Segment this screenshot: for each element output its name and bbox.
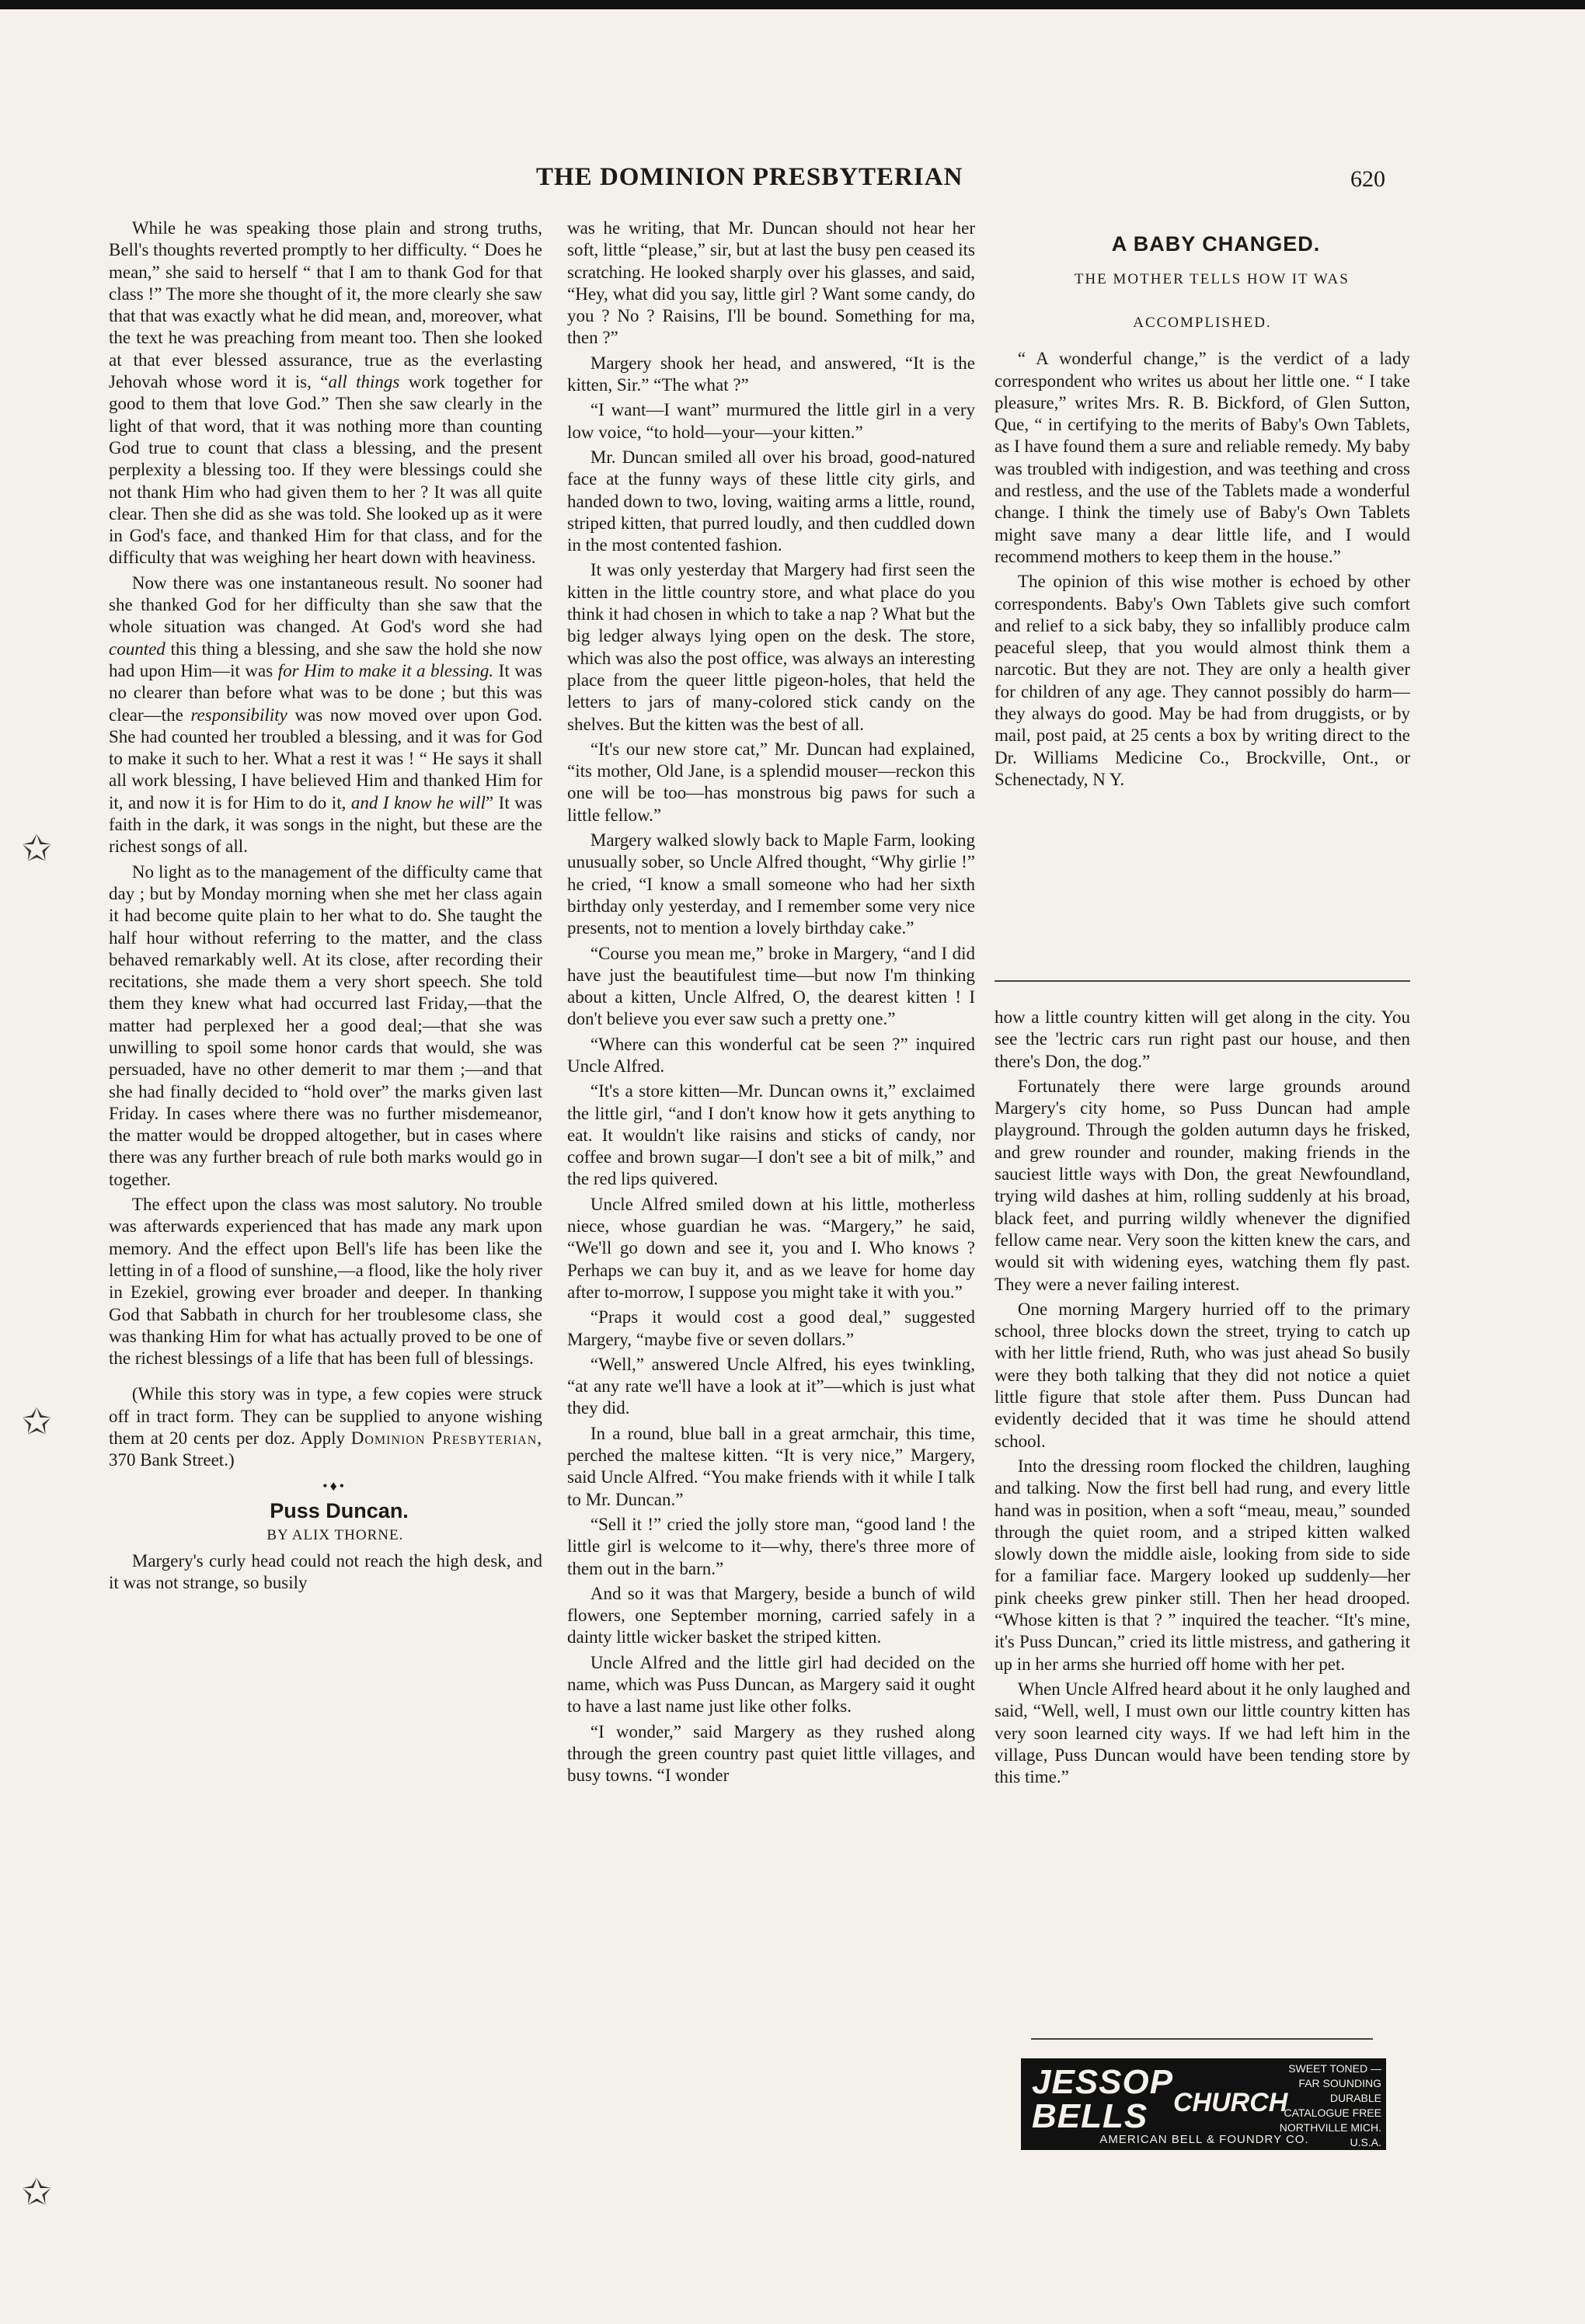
paragraph: Mr. Duncan smiled all over his broad, good-natured face at the funny ways of these little city girls, and handed down to two, loving, waiting arms a little, round, striped kitten, that purred loudly, and then cuddled down in the most contented fashion. (567, 447, 975, 555)
paragraph: “It's a store kitten—Mr. Duncan owns it,” exclaimed the little girl, “and I don't know how it gets anything to eat. It wouldn't like raisins and sticks of candy, nor coffee and brown sugar—I don't see a bit of milk,” and the red lips quivered. (567, 1081, 975, 1189)
paragraph: The effect upon the class was most salutory. No trouble was afterwards experienced that has made any mark upon memory. And the effect upon Bell's life has been like the letting in of a flood of sunshine,—a flood, like the holy river in Ezekiel, growing ever broader and deeper. In thanking God that Sabbath in church for her troublesome class, she was thanking Him for what has actually proved to be one of the richest blessings of a life that has been full of blessings. (109, 1195, 542, 1369)
paragraph: “Course you mean me,” broke in Margery, “and I did have just the beautifulest time—but now I'm thinking about a kitten, Uncle Alfred, O, the dearest kitten ! I don't believe you ever saw such a pretty one.” (567, 943, 975, 1029)
paragraph: The opinion of this wise mother is echoed by other correspondents. Baby's Own Tablets give such comfort and relief to a sick baby, they so infallibly produce calm peaceful sleep, that you would almost think them a narcotic. But they are not. They are only a health giver for children of any age. They cannot possibly do harm—they always do good. May be had from druggists, or by mail, post paid, at 25 cents a box by writing direct to the Dr. Williams Medicine Co., Brockville, Ont., or Schenectady, N Y. (995, 572, 1410, 789)
ad-heading: A BABY CHANGED. (1111, 232, 1321, 256)
page-number: 620 (1350, 166, 1385, 192)
paragraph: When Uncle Alfred heard about it he only laughed and said, “Well, well, I must own our little country kitten has very soon learned city ways. If we had left him in the village, Puss Duncan would have been tending store by this time.” (995, 1679, 1410, 1787)
paragraph: One morning Margery hurried off to the primary school, three blocks down the street, trying to catch up with her little friend, Ruth, who was just ahead So busily were they both talking that they did not notice a quiet little figure that stole after them. Puss Duncan had evidently decided that it was time he should attend school. (995, 1299, 1410, 1451)
ad-brand-line2: BELLS (1032, 2097, 1148, 2135)
column-2 (567, 217, 975, 1786)
paragraph: “Praps it would cost a good deal,” suggested Margery, “maybe five or seven dollars.” (567, 1307, 975, 1349)
paragraph: “I wonder,” said Margery as they rushed along through the green country past quiet little villages, and busy towns. “I wonder (567, 1721, 975, 1786)
paragraph: “It's our new store cat,” Mr. Duncan had explained, “its mother, Old Jane, is a splendid mouser—reckon this one will be too—has monstrous big paws for such a little fellow.” (567, 739, 975, 825)
ad-church-text: CHURCH (1173, 2088, 1288, 2117)
paragraph: was he writing, that Mr. Duncan should not hear her soft, little “please,” sir, but at last the busy pen ceased its scratching. He looked sharply over his glasses, and said, “Hey, what did you say, little girl ? Want some candy, do you ? No ? Raisins, I'll be bound. Something for ma, then ?” (567, 218, 975, 348)
byline: BY ALIX THORNE. (266, 1527, 404, 1544)
paragraph: Uncle Alfred smiled down at his little, motherless niece, whose guardian he was. “Margery,” he said, “We'll go down and see it, you and I. Who knows ? Perhaps we can buy it, and as we leave for home day after to-morrow, I suppose you might take it with you.” (567, 1194, 975, 1302)
paragraph: “Where can this wonderful cat be seen ?” inquired Uncle Alfred. (567, 1034, 975, 1076)
ad-subheading: THE MOTHER TELLS HOW IT WAS ACCOMPLISHED. (1074, 271, 1350, 332)
paragraph: how a little country kitten will get along in the city. You see the 'lectric cars run right past our house, and then there's Don, the dog.” (995, 1007, 1410, 1071)
paragraph: It was only yesterday that Margery had first seen the kitten in the little country store, and what place do you think it had chosen in which to take a nap ? What but the big ledger always lying open on the desk. The store, which was also the post office, was always an interesting place from the queer little pigeon-holes, that held the letters to jars of many-colored stick candy on the shelves. But the kitten was the best of all. (567, 560, 975, 734)
paragraph: Now there was one instantaneous result. No sooner had she thanked God for her difficulty than she saw that the whole situation was changed. At God's word she had counted this thing a blessing, and she saw the hold she now had upon Him—it was for Him to make it a blessing. It was no clearer than before what was to be done ; but this was clear—the responsibility was now moved over upon God. She had counted her troubled a blessing, and it was for God to make it such to her. What a rest it was ! “ He says it shall all work blessing, I have believed Him and thanked Him for it, and now it is for Him to do it, and I know he will” It was faith in the dark, it was songs in the night, but these are the richest songs of all. (109, 572, 543, 857)
binding-mark-icon: ✩ (22, 1402, 52, 1442)
column-divider (995, 980, 1410, 982)
column-3-continuation (995, 1007, 1410, 1788)
paragraph: “I want—I want” murmured the little girl in a very low voice, “to hold—your—your kitten.” (567, 400, 975, 442)
ad-description: SWEET TONED —FAR SOUNDING DURABLE CATALOGUE FREE NORTHVILLE MICH. U.S.A. (1279, 2062, 1381, 2148)
paragraph: No light as to the management of the difficulty came that day ; but by Monday morning when she met her class again it had become quite plain to her what to do. She taught the half hour without referring to the matter, and the class behaved remarkably well. At its close, after recording their recitations, she made them a very short speech. She told them they knew what had occurred last Friday,—that the matter had perplexed her a good deal;—that she was unwilling to spoil some honor cards that would, she was persuaded, have no other demerit to mar them ;—and that she had finally decided to “hold over” the marks given last Friday. In cases where there was no further misdemeanor, the matter would be dropped altogether, but in cases where there was any further breach of rule both marks would go in together. (109, 861, 542, 1189)
paragraph: “ A wonderful change,” is the verdict of a lady correspondent who writes us about her little one. “ I take pleasure,” writes Mrs. R. B. Bickford, of Glen Sutton, Que, “ in certifying to the merits of Baby's Own Tablets, as I have found them a sure and reliable remedy. My baby was troubled with indigestion, and was teething and cross and restless, and the use of the Tablets made a wonderful change. I think the timely use of Baby's Own Tablets might save many a dear little life, and I would recommend mothers to keep them in the house.” (995, 349, 1410, 566)
paragraph: “Sell it !” cried the jolly store man, “good land ! the little girl is welcome to it—why, there's three more of them out in the barn.” (567, 1514, 975, 1578)
paragraph: Margery walked slowly back to Maple Farm, looking unusually sober, so Uncle Alfred thought, “Why girlie !” he cried, “I know a small someone who had her sixth birthday only yesterday, and I remember some very nice presents, not to mention a lovely birthday cake.” (567, 830, 975, 938)
ornament-divider: •♦• (322, 1477, 347, 1494)
paragraph: While he was speaking those plain and strong truths, Bell's thoughts reverted promptly to her difficulty. “ Does he mean,” she said to herself “ that I am to thank God for that class !” The more she thought of it, the more clearly she saw that that was exactly what he did mean, and, moreover, what the text he was preaching from meant too. Then she looked at that ever blessed assurance, true as the everlasting Jehovah whose word it is, “all things work together for good to them that love God.” Then she saw clearly in the light of that word, that it was nothing more than counting God true to count that class a blessing, and the present perplexity a blessing too. If they were blessings could she not thank Him who had given them to her ? It was all quite clear. Then she did as she was told. She looked up as it were in God's face, and thanked Him for that class, and for the difficulty that was weighing her heart down with heaviness. (109, 218, 542, 568)
page-header (0, 163, 1585, 202)
ad-divider (1031, 2038, 1373, 2040)
bell-advertisement (1021, 2058, 1386, 2150)
top-border (0, 0, 1585, 9)
story-title: Puss Duncan. (270, 1498, 409, 1522)
column-3-advertisement (995, 233, 1410, 791)
binding-mark-icon: ✩ (22, 829, 52, 868)
binding-mark-icon: ✩ (22, 2173, 52, 2212)
paragraph: Margery shook her head, and answered, “It is the kitten, Sir.” “The what ?” (567, 353, 975, 395)
paragraph: Uncle Alfred and the little girl had decided on the name, which was Puss Duncan, as Margery said it ought to have a last name just like other folks. (567, 1652, 975, 1717)
paragraph: (While this story was in type, a few copies were struck off in tract form. They can be supplied to anyone wishing them at 20 cents per doz. Apply Dominion Presbyterian, 370 Bank Street.) (109, 1384, 542, 1470)
paragraph: In a round, blue ball in a great armchair, this time, perched the maltese kitten. “It is very nice,” Margery, said Uncle Alfred. “You make friends with it while I talk to Mr. Duncan.” (567, 1423, 975, 1509)
paragraph: Into the dressing room flocked the children, laughing and talking. Now the first bell had rung, and every little hand was in position, when a soft “meau, meau,” sounded through the quiet room, and a striped kitten walked slowly down the middle aisle, looking from side to side for a familiar face. Margery looked up suddenly—her pink cheeks grew pinker still. Then her head drooped. “Whose kitten is that ? ” inquired the teacher. “It's mine, it's Puss Duncan,” cried its little mistress, and gathering it up in her arms she hurried off home with her pet. (995, 1456, 1410, 1674)
paragraph: Fortunately there were large grounds around Margery's city home, so Puss Duncan had ample playground. Through the golden autumn days he frisked, and grew rounder and rounder, making friends in the sauciest little ways with Don, the great Newfoundland, trying wild dashes at him, rolling suddenly at his broad, black feet, and purring wildly whenever the dignified fellow came near. Very soon the kitten knew the cars, and would sit with widening eyes, watching them fly past. They were a never failing interest. (995, 1076, 1410, 1294)
column-1 (109, 217, 542, 1594)
paragraph: And so it was that Margery, beside a bunch of wild flowers, one September morning, carried safely in a dainty little wicker basket the striped kitten. (567, 1583, 975, 1647)
paragraph: Margery's curly head could not reach the high desk, and it was not strange, so busily (109, 1550, 542, 1592)
ad-brand-line1: JESSOP (1032, 2063, 1174, 2101)
running-title: THE DOMINION PRESBYTERIAN (536, 163, 963, 191)
paragraph: “Well,” answered Uncle Alfred, his eyes twinkling, “at any rate we'll have a look at it”—which is just what they did. (567, 1354, 975, 1418)
ad-company: AMERICAN BELL & FOUNDRY CO. (1099, 2133, 1309, 2146)
